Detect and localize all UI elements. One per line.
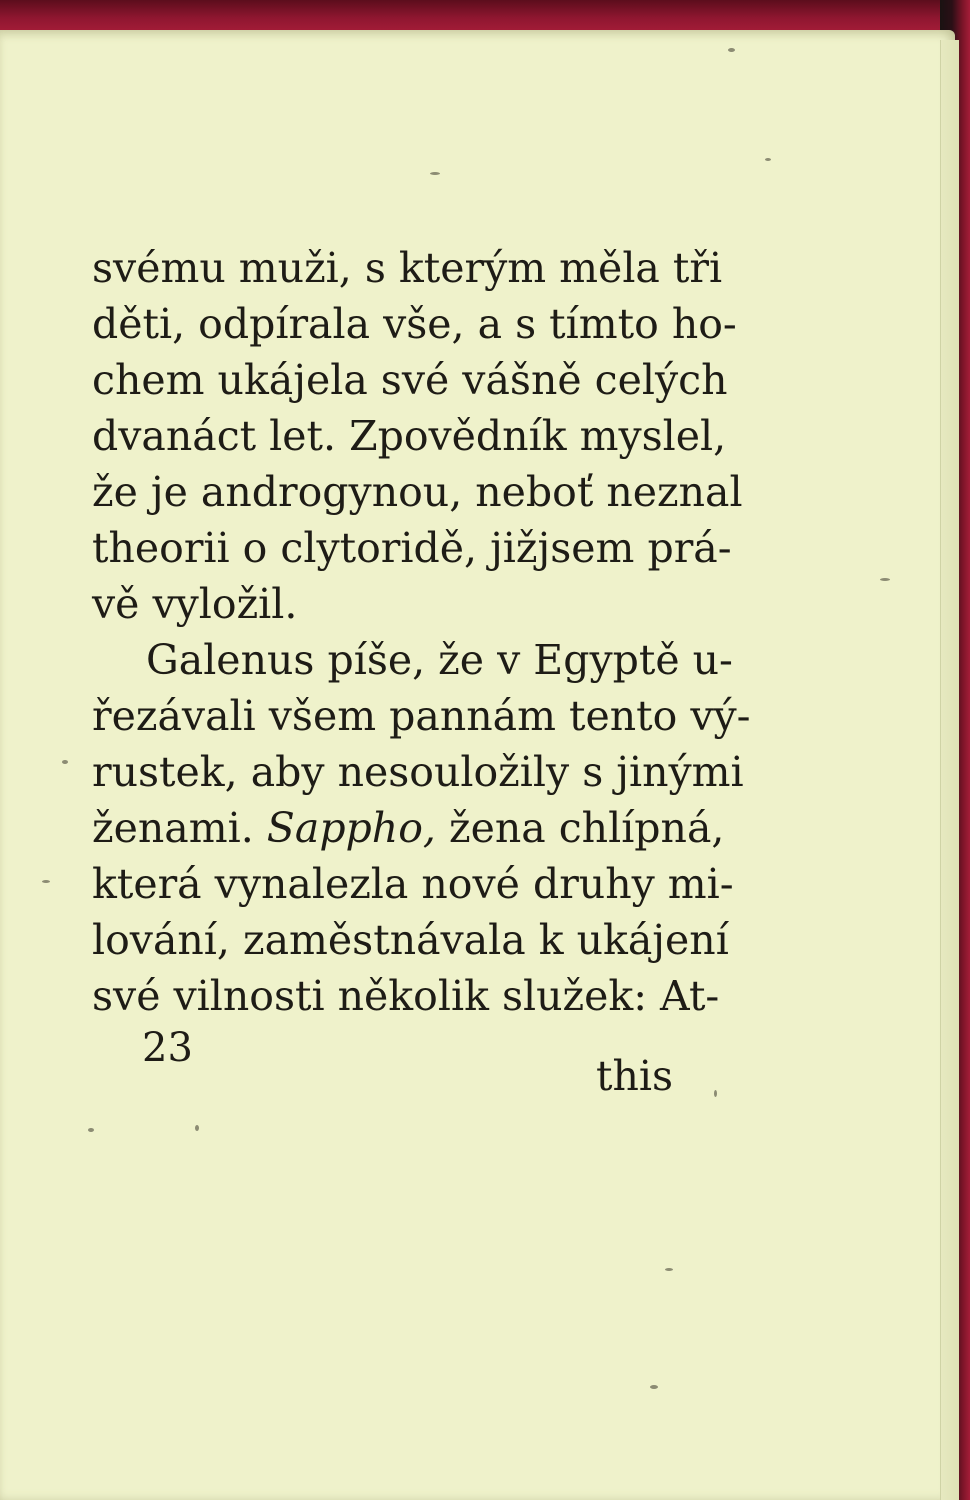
dust-speck	[42, 880, 50, 883]
dust-speck	[195, 1125, 199, 1131]
dust-speck	[62, 760, 68, 764]
text-segment: ženami.	[92, 804, 267, 852]
page-number: 23	[142, 1025, 193, 1071]
page-stack-edge	[940, 40, 959, 1500]
text-line: řezávali všem pannám tento vý-	[92, 692, 751, 740]
catchword: this	[596, 1052, 674, 1100]
text-line: že je androgynou, neboť neznal	[92, 468, 743, 516]
body-text	[92, 240, 751, 1024]
dust-speck	[88, 1128, 94, 1132]
paragraph-end-line: vě vyložil.	[92, 580, 298, 628]
text-line: dvanáct let. Zpovědník myslel,	[92, 412, 727, 460]
text-line: lování, zaměstnávala k ukájení	[92, 916, 729, 964]
text-line: děti, odpírala vše, a s tímto ho-	[92, 300, 737, 348]
text-line: své vilnosti několik služek: At-	[92, 972, 720, 1020]
dust-speck	[665, 1268, 673, 1271]
text-line: která vynalezla nové druhy mi-	[92, 860, 734, 908]
text-line: chem ukájela své vášně celých	[92, 356, 728, 404]
italic-name-sappho: Sappho,	[266, 804, 436, 852]
text-segment: žena chlípná,	[435, 804, 725, 852]
text-line-with-italic	[92, 800, 725, 856]
dust-speck	[728, 48, 735, 52]
dust-speck	[765, 158, 771, 161]
dust-speck	[650, 1385, 658, 1389]
text-line: svému muži, s kterým měla tři	[92, 244, 723, 292]
text-line: theorii o clytoridě, jižjsem prá-	[92, 524, 732, 572]
dust-speck	[430, 172, 440, 175]
paragraph-start-line: Galenus píše, že v Egyptě u-	[146, 636, 733, 684]
dust-speck	[880, 578, 890, 581]
dust-speck	[714, 1090, 717, 1097]
text-line: rustek, aby nesouložily s jinými	[92, 748, 744, 796]
